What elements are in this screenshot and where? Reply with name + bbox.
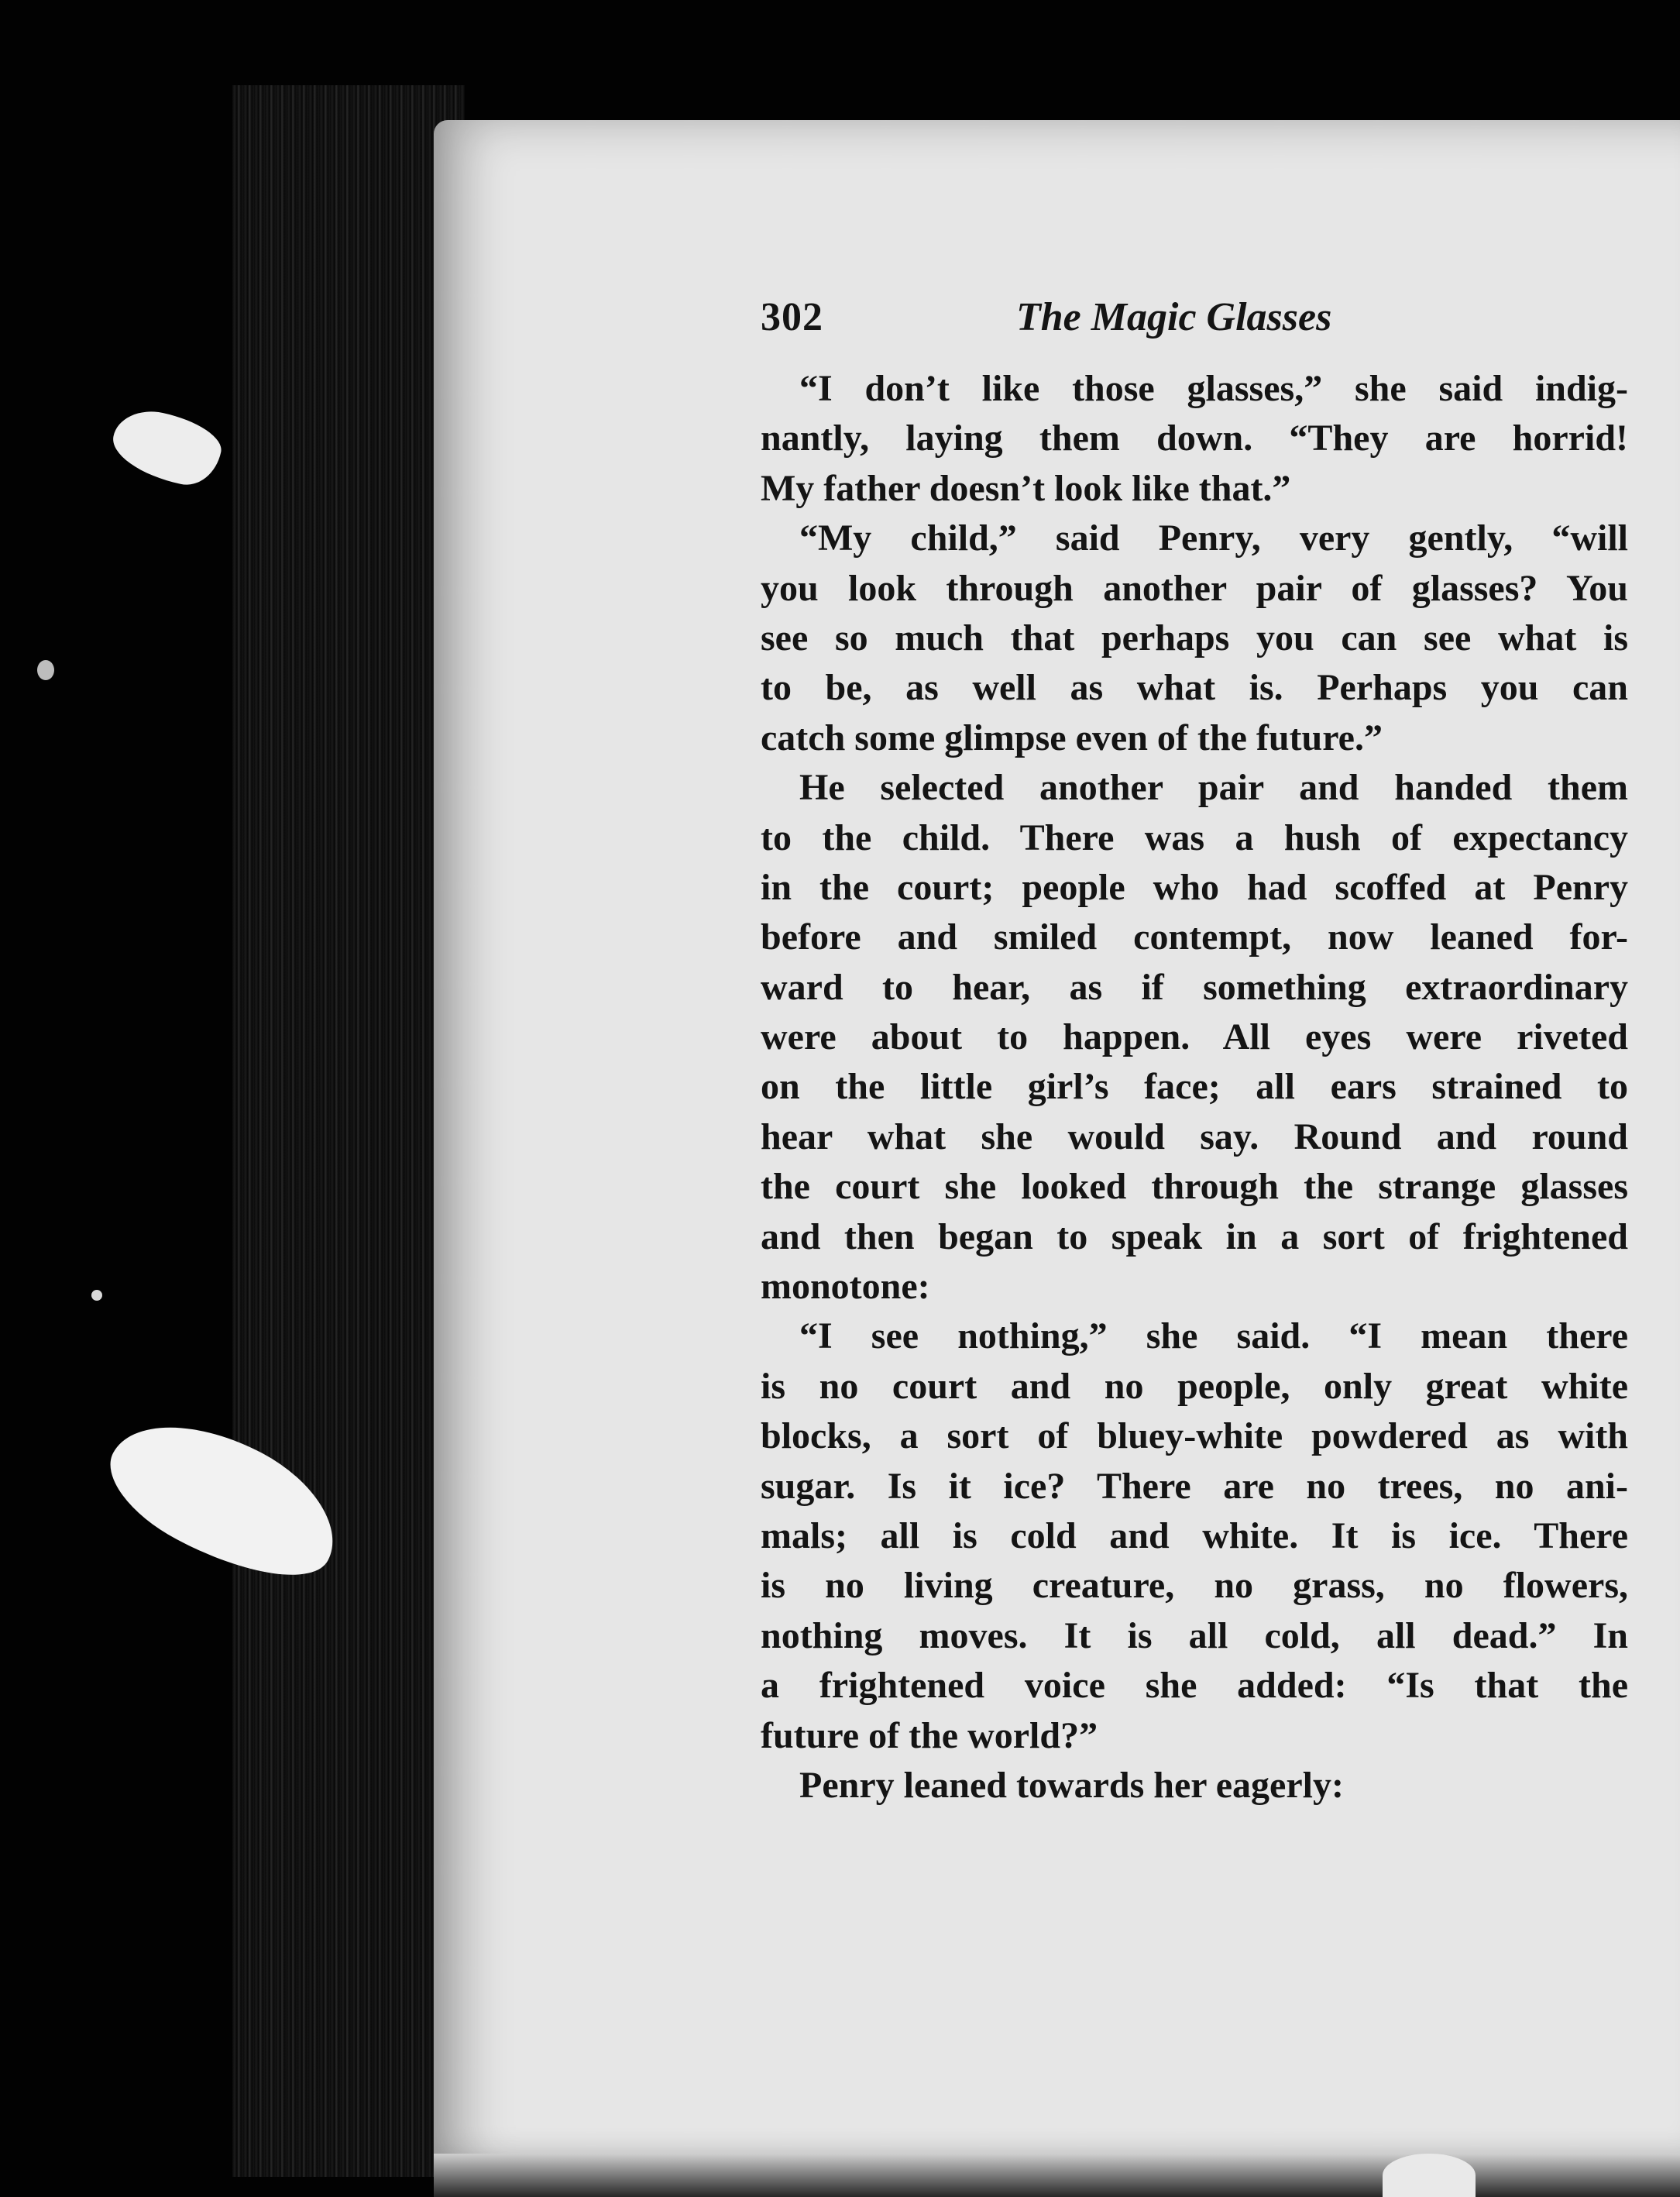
text-line: in the court; people who had scoffed at Penry xyxy=(761,866,1628,908)
text-line: “I see nothing,” she said. “I mean there xyxy=(799,1315,1628,1357)
debris-mark xyxy=(37,660,54,680)
text-line: see so much that perhaps you can see what is xyxy=(761,617,1628,658)
text-line: monotone: xyxy=(761,1266,930,1308)
body-text xyxy=(761,364,1628,1810)
paragraph xyxy=(761,514,1628,763)
paragraph xyxy=(761,1312,1628,1761)
paragraph xyxy=(761,763,1628,1312)
text-line: Penry leaned towards her eagerly: xyxy=(799,1764,1344,1806)
text-line: the court she looked through the strange glasses xyxy=(761,1166,1628,1208)
text-line: on the little girl’s face; all ears strained to xyxy=(761,1066,1628,1108)
page-number: 302 xyxy=(761,295,823,339)
text-line: is no court and no people, only great white xyxy=(761,1365,1628,1407)
text-line: nantly, laying them down. “They are horrid! xyxy=(761,418,1628,459)
text-line: My father doesn’t look like that.” xyxy=(761,467,1291,509)
text-line: blocks, a sort of bluey-white powdered as with xyxy=(761,1415,1628,1457)
text-line: hear what she would say. Round and round xyxy=(761,1116,1628,1157)
running-head xyxy=(761,294,1628,356)
text-block xyxy=(761,294,1628,1810)
text-line: were about to happen. All eyes were riveted xyxy=(761,1016,1628,1058)
text-line: “My child,” said Penry, very gently, “will xyxy=(799,517,1628,559)
page-bottom-shadow xyxy=(434,2154,1680,2197)
book-page-edges xyxy=(232,85,465,2177)
text-line: He selected another pair and handed them xyxy=(799,767,1628,809)
text-line: ward to hear, as if something extraordinary xyxy=(761,966,1628,1008)
text-line: to the child. There was a hush of expectancy xyxy=(761,817,1628,858)
debris-mark xyxy=(1383,2154,1476,2197)
paragraph xyxy=(761,364,1628,514)
text-line: to be, as well as what is. Perhaps you can xyxy=(761,667,1628,709)
text-line: and then began to speak in a sort of frightened xyxy=(761,1215,1628,1257)
text-line: future of the world?” xyxy=(761,1714,1098,1756)
text-line: nothing moves. It is all cold, all dead.” In xyxy=(761,1614,1628,1656)
text-line: sugar. Is it ice? There are no trees, no ani- xyxy=(761,1465,1628,1507)
paragraph xyxy=(761,1761,1628,1810)
text-line: mals; all is cold and white. It is ice. There xyxy=(761,1515,1628,1556)
text-line: is no living creature, no grass, no flowers, xyxy=(761,1565,1628,1607)
debris-mark xyxy=(91,1290,102,1301)
debris-mark xyxy=(107,404,227,490)
text-line: “I don’t like those glasses,” she said indig- xyxy=(799,368,1628,409)
running-title: The Magic Glasses xyxy=(1016,295,1332,339)
text-line: before and smiled contempt, now leaned for- xyxy=(761,916,1628,958)
text-line: you look through another pair of glasses? You xyxy=(761,567,1628,609)
text-line: a frightened voice she added: “Is that the xyxy=(761,1665,1628,1707)
text-line: catch some glimpse even of the future.” xyxy=(761,717,1383,758)
